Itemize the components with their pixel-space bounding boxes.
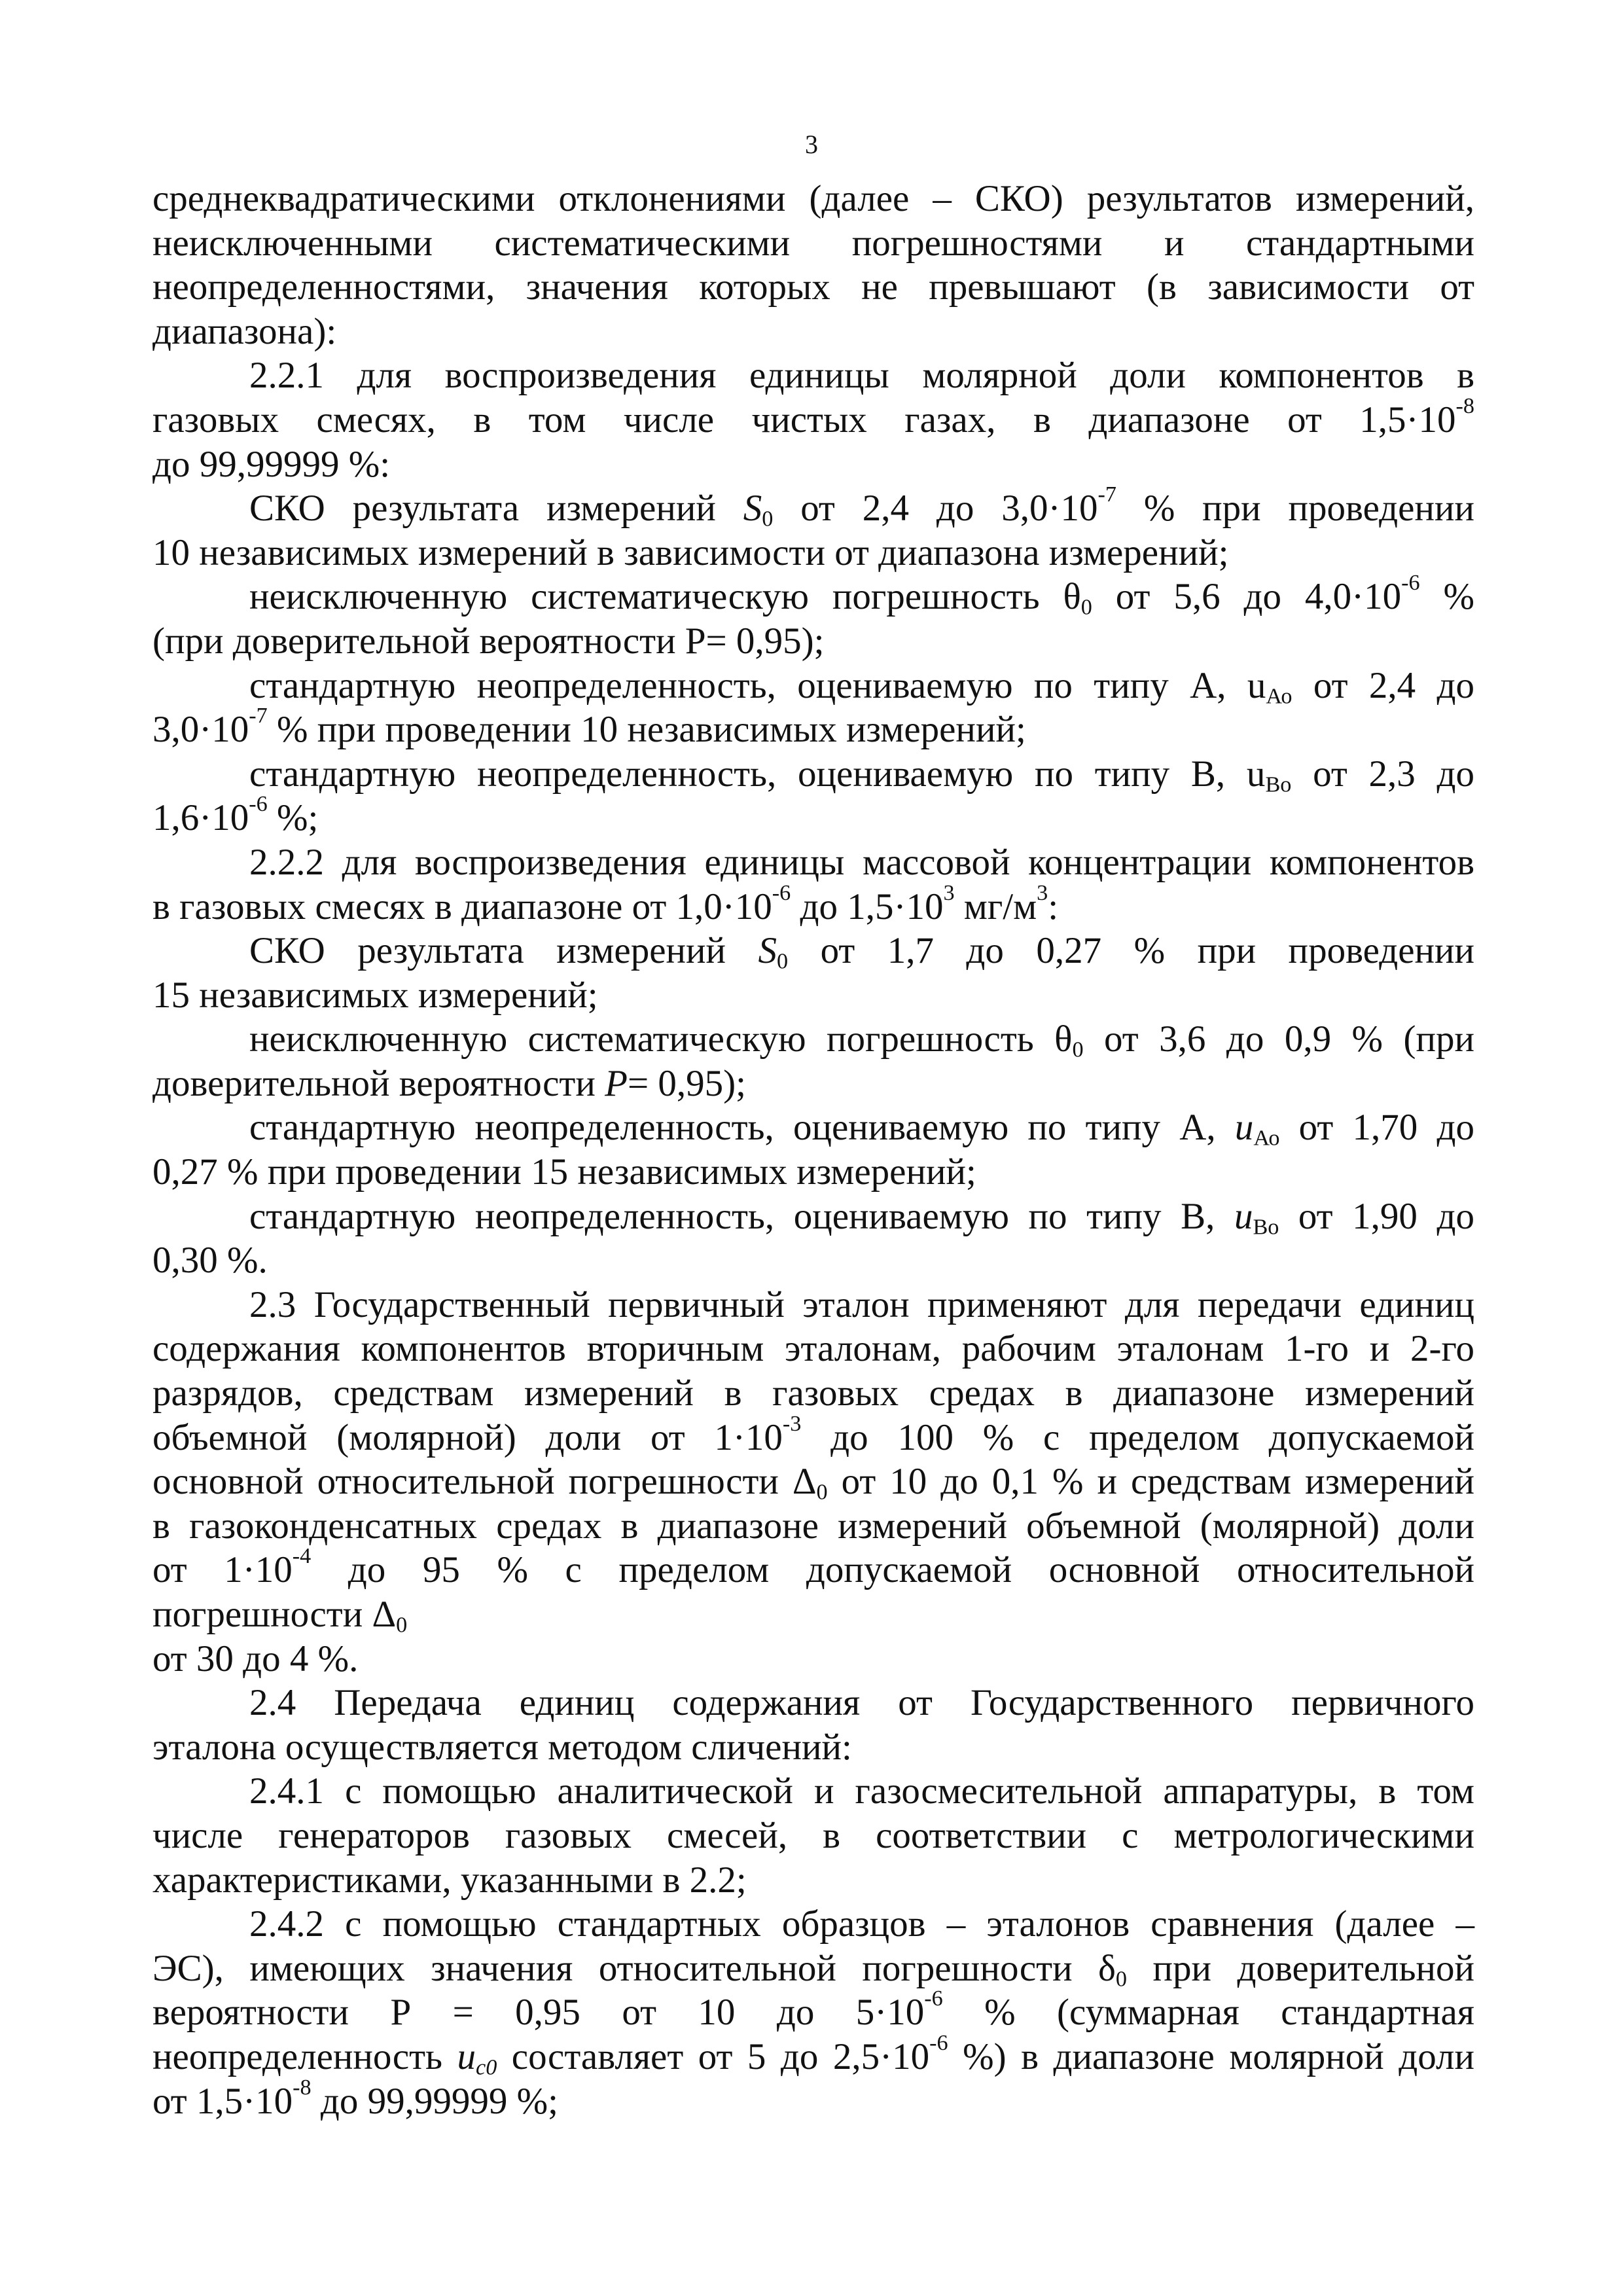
text-run: % при проведении 10 независимых измерений; bbox=[267, 709, 1026, 751]
text-line bbox=[152, 1327, 1474, 1371]
text-run: СКО результата измерений bbox=[249, 488, 743, 529]
text-line bbox=[152, 2030, 1475, 2080]
superscript: -8 bbox=[1455, 393, 1474, 418]
text-run: до 1,5·10 bbox=[791, 886, 944, 927]
text-run: погрешности Δ bbox=[152, 1594, 397, 1635]
text-line bbox=[152, 973, 1474, 1018]
text-run: составляет от 5 до 2,5·10 bbox=[497, 2036, 930, 2077]
text-line bbox=[152, 265, 1474, 310]
text-line bbox=[152, 353, 1474, 398]
text-line bbox=[152, 1544, 1474, 1592]
subscript: Во bbox=[1265, 772, 1292, 797]
text-run: от 1,70 до bbox=[1279, 1107, 1474, 1149]
text-run: стандартную неопределенность, оцениваемую по типу В, bbox=[249, 1195, 1234, 1237]
text-run: от 1,7 до 0,27 % при проведении bbox=[788, 930, 1475, 972]
text-line bbox=[152, 1946, 1474, 1991]
text-line bbox=[152, 310, 1474, 354]
text-run: СКО результата измерений bbox=[249, 930, 758, 972]
text-run: неопределенностями, значения которых не превышают (в зависимости от bbox=[152, 266, 1474, 308]
math-variable: u bbox=[1234, 1107, 1254, 1149]
text-line bbox=[152, 664, 1474, 708]
text-run: стандартную неопределенность, оцениваемую по типу А, bbox=[249, 1107, 1235, 1149]
superscript: 3 bbox=[943, 880, 955, 905]
text-run: неисключенную систематическую погрешность θ bbox=[249, 576, 1081, 618]
text-run: 2.2.2 для воспроизведения единицы массовой концентрации компонентов bbox=[249, 841, 1474, 883]
text-run: 15 независимых измерений; bbox=[152, 974, 598, 1016]
text-line bbox=[152, 880, 1474, 929]
text-run: содержания компонентов вторичным эталонам, рабочим эталонам 1-го и 2-го bbox=[152, 1328, 1474, 1370]
subscript: Ао bbox=[1253, 1126, 1280, 1151]
text-line bbox=[152, 1902, 1474, 1946]
text-run: от 1·10 bbox=[152, 1549, 293, 1591]
text-run: 2.4.1 с помощью аналитической и газосмесительной аппаратуры, в том bbox=[249, 1770, 1474, 1812]
text-line bbox=[152, 619, 1474, 664]
subscript: Ао bbox=[1266, 684, 1293, 709]
text-run: среднеквадратическими отклонениями (далее – СКО) результатов измерений, bbox=[152, 178, 1474, 219]
text-run: 1,6·10 bbox=[152, 797, 249, 839]
math-variable: S bbox=[743, 488, 762, 529]
text-line bbox=[152, 1150, 1474, 1194]
superscript: -8 bbox=[293, 2075, 312, 2100]
superscript: -7 bbox=[1097, 482, 1116, 507]
text-run: газовых смесях, в том числе чистых газах, в диапазоне от 1,5·10 bbox=[152, 399, 1456, 440]
subscript: 0 bbox=[1115, 1967, 1127, 1992]
text-line bbox=[152, 442, 1474, 487]
text-line bbox=[152, 2075, 1474, 2124]
text-run: от 2,3 до bbox=[1291, 753, 1474, 795]
text-run: при доверительной bbox=[1127, 1947, 1474, 1989]
text-line bbox=[152, 482, 1474, 531]
text-line bbox=[152, 177, 1474, 221]
text-run: от 3,6 до 0,9 % (при bbox=[1083, 1018, 1474, 1060]
text-line bbox=[152, 1769, 1474, 1814]
text-run: 2.4.2 с помощью стандартных образцов – эталонов сравнения (далее – bbox=[249, 1903, 1474, 1945]
text-line bbox=[152, 1986, 1474, 2035]
text-run: = 0,95); bbox=[627, 1062, 746, 1104]
text-line bbox=[152, 1371, 1474, 1416]
subscript: 0 bbox=[762, 507, 774, 531]
text-run: от 1,90 до bbox=[1279, 1195, 1474, 1237]
subscript: 0 bbox=[1072, 1037, 1084, 1062]
text-line bbox=[152, 571, 1474, 620]
text-run: (при доверительной вероятности Р= 0,95); bbox=[152, 620, 825, 662]
text-run: эталона осуществляется методом сличений: bbox=[152, 1726, 852, 1768]
superscript: -3 bbox=[782, 1411, 802, 1436]
text-run: основной относительной погрешности Δ bbox=[152, 1461, 817, 1503]
text-run: мг/м bbox=[954, 886, 1037, 927]
page-number: 3 bbox=[805, 130, 818, 159]
text-line bbox=[152, 1105, 1474, 1150]
text-line bbox=[152, 929, 1474, 973]
subscript: 0 bbox=[777, 949, 789, 974]
math-variable: Р bbox=[605, 1062, 628, 1104]
superscript: -7 bbox=[249, 704, 268, 728]
text-run: в газоконденсатных средах в диапазоне измерений объемной (молярной) доли bbox=[152, 1505, 1474, 1547]
subscript: 0 bbox=[396, 1613, 408, 1638]
text-line bbox=[152, 1062, 1474, 1106]
text-run: %; bbox=[267, 797, 319, 839]
subscript: c0 bbox=[476, 2055, 497, 2080]
text-run: : bbox=[1048, 886, 1059, 927]
text-line bbox=[152, 792, 1474, 840]
text-run: вероятности Р = 0,95 от 10 до 5·10 bbox=[152, 1992, 925, 2034]
text-run: %) в диапазоне молярной доли bbox=[948, 2036, 1475, 2077]
body-text bbox=[152, 177, 1474, 2123]
math-variable: S bbox=[758, 930, 777, 972]
text-run: характеристиками, указанными в 2.2; bbox=[152, 1859, 747, 1901]
subscript: Во bbox=[1253, 1215, 1279, 1240]
text-run: от 30 до 4 %. bbox=[152, 1638, 359, 1679]
text-run: ЭС), имеющих значения относительной погрешности δ bbox=[152, 1947, 1116, 1989]
text-line bbox=[152, 1017, 1474, 1062]
text-line bbox=[152, 704, 1474, 752]
text-run: от 2,4 до 3,0·10 bbox=[773, 488, 1098, 529]
subscript: 0 bbox=[1080, 595, 1092, 620]
text-run: 2.2.1 для воспроизведения единицы молярной доли компонентов в bbox=[249, 355, 1474, 397]
text-run: 2.4 Передача единиц содержания от Государственного первичного bbox=[249, 1682, 1474, 1724]
text-run: % при проведении bbox=[1116, 488, 1474, 529]
text-run: до 95 % с пределом допускаемой основной относительной bbox=[311, 1549, 1474, 1591]
text-line bbox=[152, 752, 1474, 797]
superscript: -6 bbox=[1401, 571, 1420, 596]
text-run: диапазона): bbox=[152, 310, 337, 352]
text-run: стандартную неопределенность, оцениваемую по типу А, u bbox=[249, 664, 1266, 706]
text-run: в газовых смесях в диапазоне от 1,0·10 bbox=[152, 886, 772, 927]
text-line bbox=[152, 1725, 1474, 1770]
text-line bbox=[152, 1460, 1474, 1504]
math-variable: u bbox=[457, 2036, 476, 2077]
text-run: от 1,5·10 bbox=[152, 2080, 293, 2122]
text-line bbox=[152, 531, 1474, 575]
text-line bbox=[152, 1637, 1474, 1681]
text-line bbox=[152, 840, 1474, 885]
text-run: 0,27 % при проведении 15 независимых измерений; bbox=[152, 1151, 976, 1193]
text-run: 10 независимых измерений в зависимости от диапазона измерений; bbox=[152, 531, 1229, 573]
text-run: 0,30 %. bbox=[152, 1240, 268, 1282]
text-run: неисключенную систематическую погрешность θ bbox=[249, 1018, 1073, 1060]
text-run: числе генераторов газовых смесей, в соответствии с метрологическими bbox=[152, 1814, 1474, 1856]
text-run: % (суммарная стандартная bbox=[942, 1992, 1474, 2034]
text-line bbox=[152, 1592, 1474, 1637]
text-line bbox=[152, 1858, 1474, 1903]
text-line bbox=[152, 1283, 1474, 1327]
superscript: 3 bbox=[1037, 880, 1048, 905]
superscript: -6 bbox=[772, 880, 791, 905]
text-run: 2.3 Государственный первичный эталон применяют для передачи единиц bbox=[249, 1283, 1474, 1325]
subscript: 0 bbox=[816, 1480, 828, 1505]
text-run: доверительной вероятности bbox=[152, 1062, 605, 1104]
text-run: разрядов, средствам измерений в газовых средах в диапазоне измерений bbox=[152, 1372, 1474, 1414]
text-run: от 10 до 0,1 % и средствам измерений bbox=[827, 1461, 1474, 1503]
text-line bbox=[152, 221, 1474, 266]
text-run: до 99,99999 %; bbox=[311, 2080, 558, 2122]
superscript: -4 bbox=[292, 1544, 312, 1569]
text-run: объемной (молярной) доли от 1·10 bbox=[152, 1416, 783, 1458]
superscript: -6 bbox=[924, 1986, 943, 2011]
text-line bbox=[152, 1504, 1474, 1549]
text-run: 3,0·10 bbox=[152, 709, 249, 751]
math-variable: u bbox=[1234, 1195, 1253, 1237]
document-body bbox=[152, 177, 1474, 2123]
text-line bbox=[152, 1238, 1474, 1283]
text-run: до 99,99999 %: bbox=[152, 443, 391, 485]
text-run: до 100 % с пределом допускаемой bbox=[801, 1416, 1474, 1458]
text-run: стандартную неопределенность, оцениваемую по типу В, u bbox=[249, 753, 1266, 795]
text-line bbox=[152, 1194, 1474, 1239]
text-line bbox=[152, 1681, 1474, 1725]
superscript: -6 bbox=[929, 2030, 948, 2055]
text-line bbox=[152, 393, 1474, 442]
text-run: от 2,4 до bbox=[1292, 664, 1474, 706]
text-line bbox=[152, 1814, 1474, 1858]
text-line bbox=[152, 1411, 1474, 1460]
text-run: неопределенность bbox=[152, 2036, 457, 2077]
text-run: от 5,6 до 4,0·10 bbox=[1092, 576, 1402, 618]
text-run: неисключенными систематическими погрешностями и стандартными bbox=[152, 222, 1474, 264]
text-run: % bbox=[1419, 576, 1474, 618]
superscript: -6 bbox=[249, 792, 268, 817]
